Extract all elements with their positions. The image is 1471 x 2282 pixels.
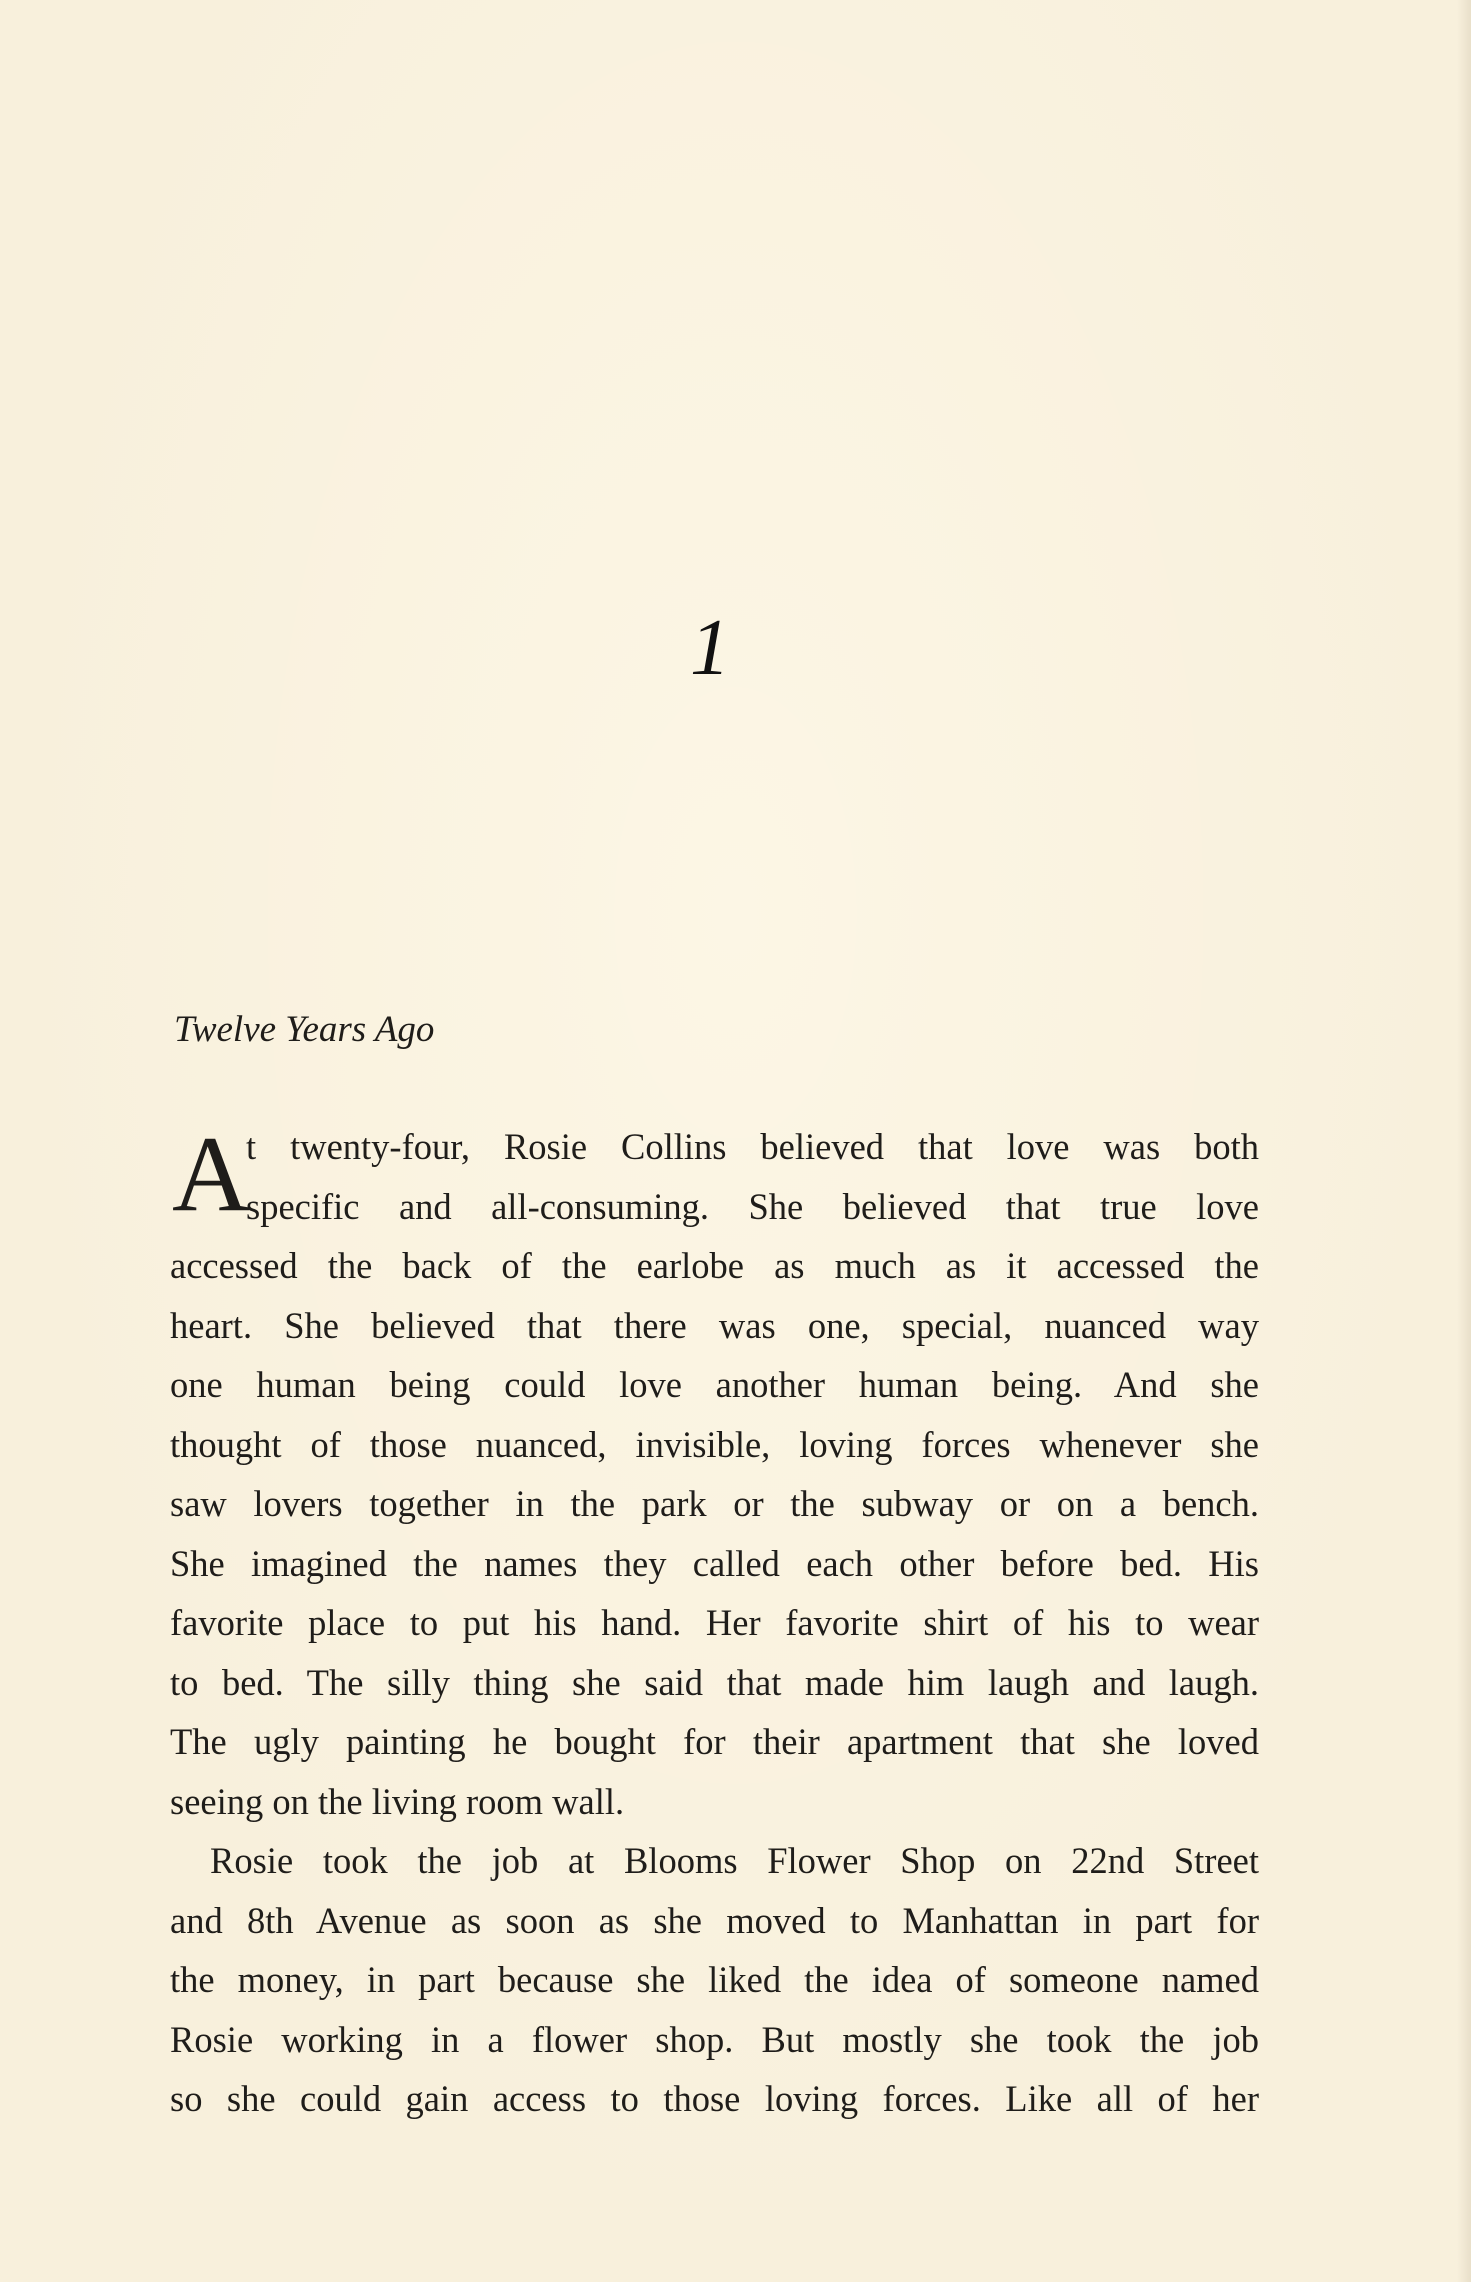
text-line-3: accessed the back of the earlobe as much as it accessed the [170, 1245, 1259, 1286]
text-line-11: The ugly painting he bought for their apartment that she loved [170, 1721, 1259, 1762]
text-line-8: She imagined the names they called each other before bed. His [170, 1542, 1259, 1584]
body-text [170, 1117, 1259, 2129]
text-line-17: so she could gain access to those loving forces. Like all of her [170, 2078, 1259, 2119]
page-edge-shadow [1457, 0, 1471, 2282]
text-line-10: to bed. The silly thing she said that made him laugh and laugh. [170, 1661, 1259, 1703]
text-line-9: favorite place to put his hand. Her favorite shirt of his to wear [170, 1602, 1259, 1643]
text-line-4: heart. She believed that there was one, special, nuanced way [170, 1304, 1259, 1346]
text-line-16: Rosie working in a flower shop. But mostly she took the job [170, 2018, 1259, 2060]
first-line-text: t twenty-four, Rosie Collins believed that love was both [246, 1126, 1259, 1167]
text-line-2: specific and all-consuming. She believed that true love [246, 1185, 1259, 1227]
chapter-number: 1 [690, 604, 730, 692]
text-line-15: the money, in part because she liked the idea of someone named [170, 1959, 1259, 2000]
drop-cap: A [172, 1115, 250, 1234]
text-line-7: saw lovers together in the park or the subway or on a bench. [170, 1483, 1259, 1524]
text-line-6: thought of those nuanced, invisible, loving forces whenever she [170, 1423, 1259, 1465]
text-line-14: and 8th Avenue as soon as she moved to Manhattan in part for [170, 1899, 1259, 1941]
text-line-12: seeing on the living room wall. [170, 1780, 625, 1822]
text-line-13: Rosie took the job at Blooms Flower Shop on 22nd Street [210, 1840, 1259, 1881]
text-line-5: one human being could love another human being. And she [170, 1364, 1259, 1405]
section-heading: Twelve Years Ago [174, 1009, 435, 1050]
